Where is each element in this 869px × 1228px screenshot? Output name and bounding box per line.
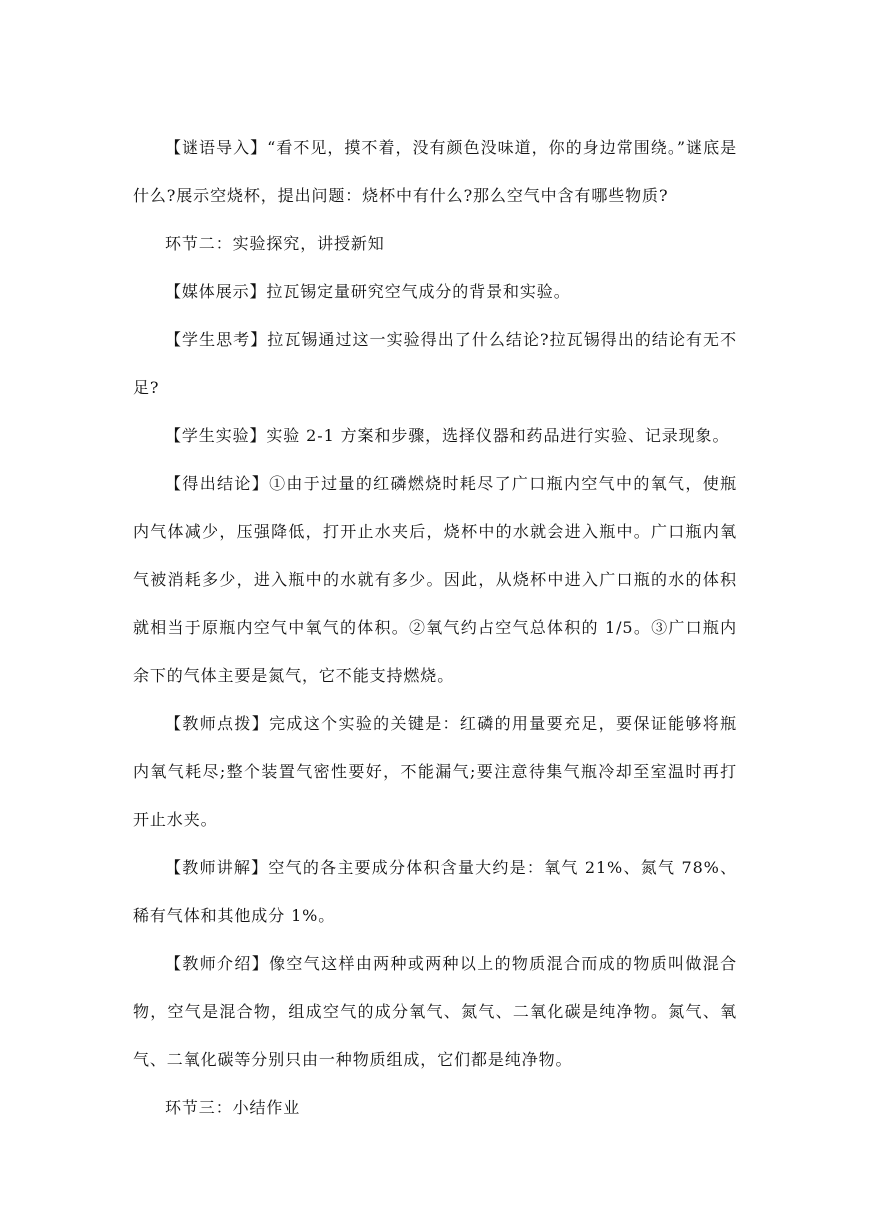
section-two-heading: 环节二：实验探究，讲授新知 <box>165 234 385 253</box>
student-thinking-paragraph: 【学生思考】拉瓦锡通过这一实验得出了什么结论?拉瓦锡得出的结论有无不足? <box>133 330 737 397</box>
media-display-paragraph: 【媒体展示】拉瓦锡定量研究空气成分的背景和实验。 <box>165 282 571 301</box>
teacher-guidance-paragraph: 【教师点拨】完成这个实验的关键是：红磷的用量要充足，要保证能够将瓶内氧气耗尽;整个装置气密性要好，不能漏气;要注意待集气瓶冷却至室温时再打开止水夹。 <box>133 714 737 829</box>
section-three-heading: 环节三：小结作业 <box>165 1098 301 1117</box>
conclusion-paragraph: 【得出结论】①由于过量的红磷燃烧时耗尽了广口瓶内空气中的氧气，使瓶内气体减少，压强降低，打开止水夹后，烧杯中的水就会进入瓶中。广口瓶内氧气被消耗多少，进入瓶中的水就有多少。因此，从烧杯中进入广口瓶的水的体积就相当于原瓶内空气中氧气的体积。②氧气约占空气总体积的 1/5。③广口瓶内余下的气体主要是氮气，它不能支持燃烧。 <box>133 474 737 685</box>
riddle-intro-paragraph: 【谜语导入】“看不见，摸不着，没有颜色没味道，你的身边常围绕。”谜底是什么?展示空烧杯，提出问题：烧杯中有什么?那么空气中含有哪些物质? <box>133 138 737 205</box>
teacher-introduction-paragraph: 【教师介绍】像空气这样由两种或两种以上的物质混合而成的物质叫做混合物，空气是混合物，组成空气的成分氧气、氮气、二氧化碳是纯净物。氮气、氧气、二氧化碳等分别只由一种物质组成，它们都是纯净物。 <box>133 954 737 1069</box>
student-experiment-paragraph: 【学生实验】实验 2-1 方案和步骤，选择仪器和药品进行实验、记录现象。 <box>165 426 730 445</box>
teacher-explanation-paragraph: 【教师讲解】空气的各主要成分体积含量大约是：氧气 21%、氮气 78%、稀有气体和其他成分 1%。 <box>133 858 737 925</box>
document-body <box>133 124 737 1132</box>
